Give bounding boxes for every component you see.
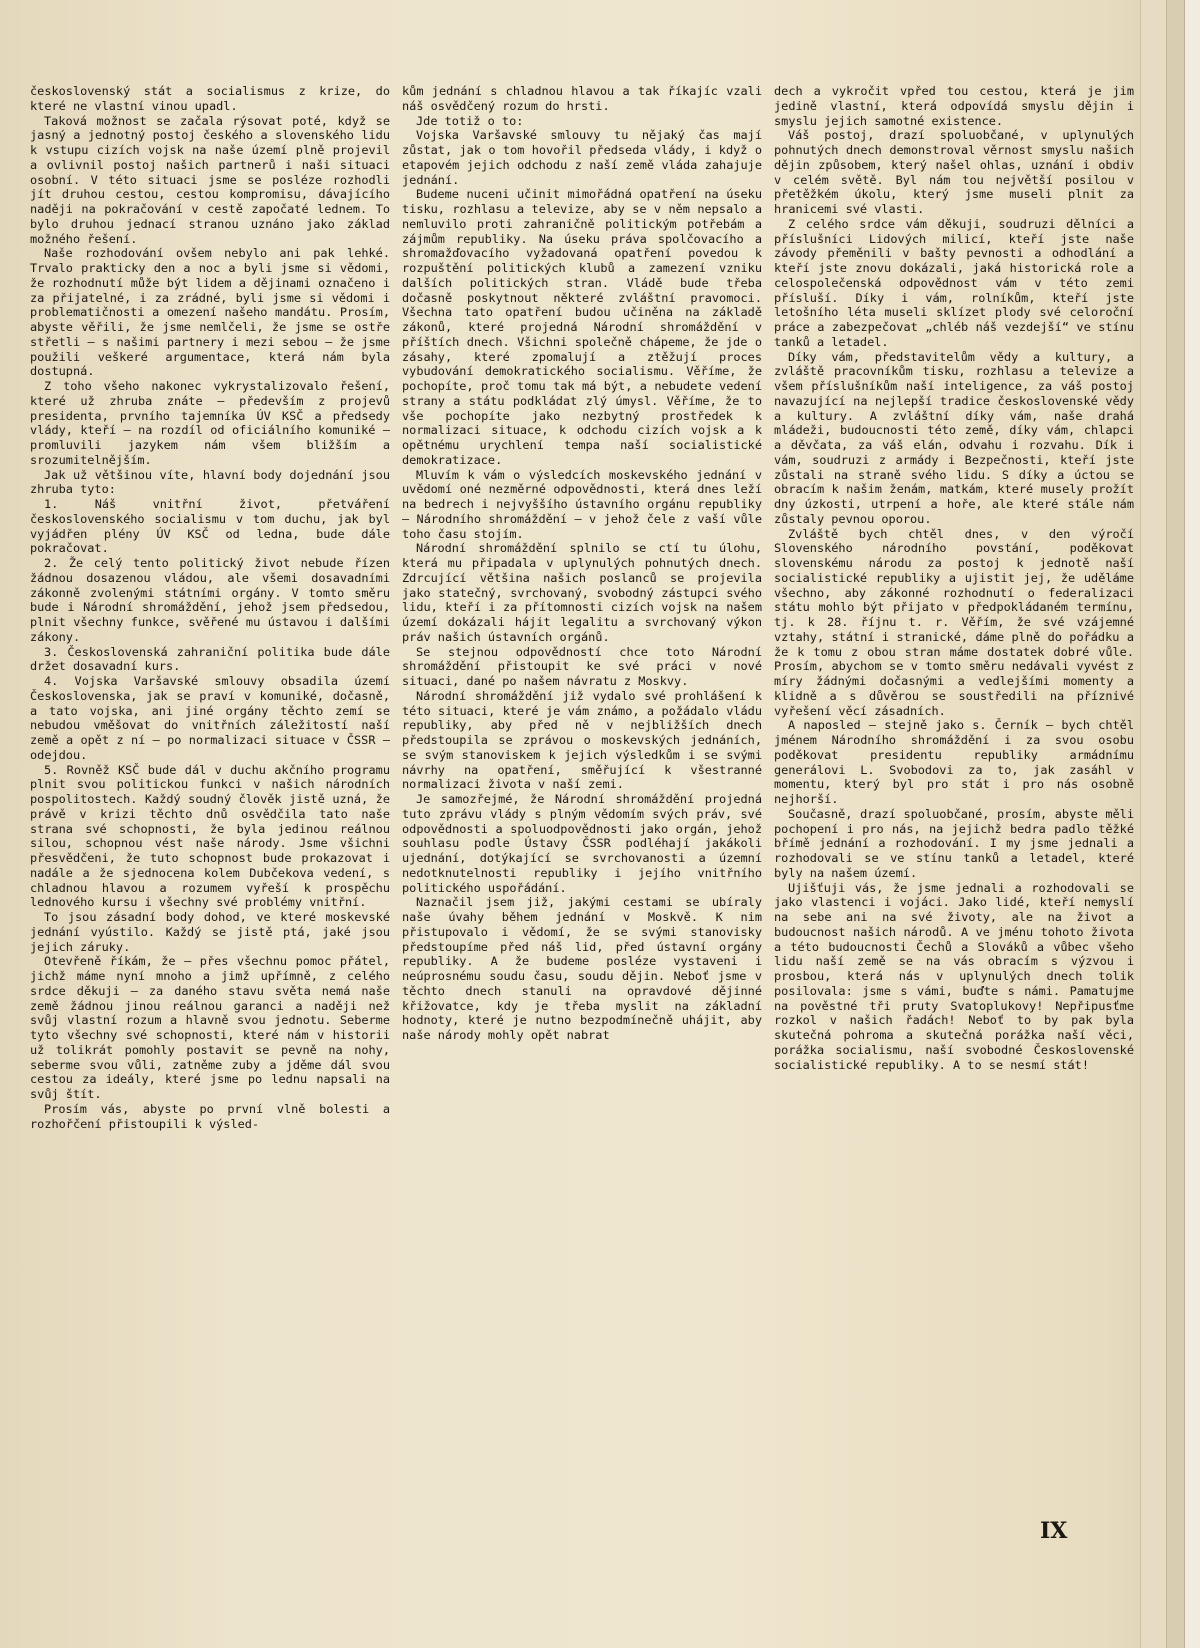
paragraph: A naposled — stejně jako s. Černík — bych chtěl jménem Národního shromáždění i za svou osobu poděkovat presidentu republiky armádnímu generálovi L. Svobodovi za to, jak zasáhl v momentu, který byl pro stát i pro nás osobně nejhorší.: [774, 718, 1134, 806]
paragraph: Jak už většinou víte, hlavní body dojednání jsou zhruba tyto:: [30, 467, 390, 497]
paragraph: Naše rozhodování ovšem nebylo ani pak lehké. Trvalo prakticky den a noc a byli jsme si vědomi, že rozhodnutí může být lidem a dějinami označeno i za přijatelné, i za zrádné, byli jsme si vědomi i problematičnosti a omezení našeho mandátu. Prosím, abyste věřili, že jsme nemlčeli, že jsme se ostře střetli — s našimi partnery i mezi sebou — že jsme použili veškeré argumentace, která nám byla dostupná.: [30, 246, 390, 379]
paragraph: Z celého srdce vám děkuji, soudruzi dělníci a příslušníci Lidových milicí, kteří jste naše závody přeměnili v bašty pevnosti a odhodlání a kteří jste znovu dokázali, jaká historická role a celospolečenská odpovědnost vám v této zemi přísluší. Díky i vám, rolníkům, kteří jste letošního léta museli sklízet plody své celoroční práce a zabezpečovat „chléb náš vezdejší“ ve stínu tanků a letadel.: [774, 216, 1134, 349]
paragraph: Národní shromáždění splnilo se ctí tu úlohu, která mu připadala v uplynulých pohnutých dnech. Zdrcující většina našich poslanců se projevila jako statečný, svrchovaný, svobodný zástupci svého lidu, kteří i za přítomnosti cizích vojsk na našem území dokázali hájit legalitu a svrchovaný výkon práv našich ústavních orgánů.: [402, 541, 762, 644]
column-1: [30, 84, 390, 1624]
paragraph: československý stát a socialismus z krize, do které ne vlastní vinou upadl.: [30, 84, 390, 113]
paragraph: Otevřeně říkám, že — přes všechnu pomoc přátel, jichž máme nyní mnoho a jimž upřímně, z celého srdce děkuji — za daného stavu světa nemá naše země žádnou jinou reálnou garanci a naději než svůj vlastní rozum a hlavně svou jednotu. Seberme tyto všechny své schopnosti, které nám v historii už tolikrát pomohly postavit se pevně na nohy, seberme svou vůli, zatněme zuby a jděme dál svou cestou za ideály, které jsme po lednu napsali na svůj štít.: [30, 954, 390, 1101]
paragraph: kům jednání s chladnou hlavou a tak říkajíc vzali náš osvědčený rozum do hrsti.: [402, 84, 762, 113]
paragraph: To jsou zásadní body dohod, ve které moskevské jednání vyústilo. Každý se jistě ptá, jaké jsou jejich záruky.: [30, 910, 390, 954]
paragraph: 1. Náš vnitřní život, přetváření československého socialismu v tom duchu, jak byl vyjádřen plény ÚV KSČ od ledna, bude dále pokračovat.: [30, 497, 390, 556]
paragraph: Vojska Varšavské smlouvy tu nějaký čas mají zůstat, jak o tom hovořil předseda vlády, i když o etapovém jejich odchodu z naší země vláda zahajuje jednání.: [402, 128, 762, 187]
paragraph: Prosím vás, abyste po první vlně bolesti a rozhořčení přistoupili k výsled-: [30, 1101, 390, 1131]
paragraph: Váš postoj, drazí spoluobčané, v uplynulých pohnutých dnech demonstroval věrnost smyslu našich dějin způsobem, který našel ohlas, uznání i obdiv v celém světě. Byl nám tou největší posilou v přetěžkém úkolu, který jsme museli plnit za hranicemi své vlasti.: [774, 128, 1134, 216]
paragraph: dech a vykročit vpřed tou cestou, která je jim jedině vlastní, která odpovídá smyslu dějin i smyslu jejich samotné existence.: [774, 84, 1134, 128]
paragraph: Naznačil jsem již, jakými cestami se ubíraly naše úvahy během jednání v Moskvě. K nim přistupovalo i vědomí, že se svými stanovisky předstoupíme před náš lid, před ústavní orgány republiky. A že budeme posléze vystaveni i neúprosnému soudu času, soudu dějin. Neboť jsme v těchto dnech stanuli na opravdové dějinné křižovatce, kdy je třeba myslit na základní hodnoty, které je nutno bezpodmínečně uhájit, aby naše národy mohly opět nabrat: [402, 895, 762, 1042]
paragraph: 5. Rovněž KSČ bude dál v duchu akčního programu plnit svou politickou funkci v našich národních pospolitostech. Každý soudný člověk jistě uzná, že právě v krizi těchto dnů osvědčila tato naše strana své schopnosti, že byla jedinou reálnou silou, schopnou vést naše národy. Jsme všichni přesvědčeni, že tuto schopnost bude prokazovat i nadále a že sjednocena kolem Dubčekova vedení, s chladnou hlavou a rozumem vyřeší k prospěchu lednového kursu i všechny své problémy vnitřní.: [30, 762, 390, 910]
paragraph: Jde totiž o to:: [416, 113, 524, 128]
paragraph: Ujišťuji vás, že jsme jednali a rozhodovali se jako vlastenci i vojáci. Jako lidé, kteří nemyslí na sebe ani na své životy, ale na život a budoucnost našich národů. A ve jménu tohoto života a této budoucnosti Čechů a Slováků a vůbec všeho lidu naší země se na vás obracím s výzvou i prosbou, která nás v uplynulých dnech tolik posilovala: jsme s vámi, buďte s námi. Pamatujme na pověstné tři pruty Svatoplukovy! Nepřipusťme rozkol v našich řadách! Neboť to by pak byla skutečná pohroma a skutečná porážka naší věci, porážka socialismu, naší svobodné Československé socialistické republiky. A to se nesmí stát!: [774, 880, 1134, 1072]
paragraph: 3. Československá zahraniční politika bude dále držet dosavadní kurs.: [30, 644, 390, 674]
paragraph: Díky vám, představitelům vědy a kultury, a zvláště pracovníkům tisku, rozhlasu a televize a všem příslušníkům naší inteligence, za váš postoj navazující na nejlepší tradice československé vědy a kultury. A zvláštní díky vám, naše drahá mládeži, budoucnosti této země, díky vám, chlapci a děvčata, za váš elán, odvahu i rozvahu. Dík i vám, soudruzi z armády i Bezpečnosti, kteří jste zůstali na straně svého lidu. S díky a úctou se obracím k našim ženám, matkám, které musely prožít dny úzkosti, utrpení a hoře, ale které stále nám zůstaly pevnou oporou.: [774, 349, 1134, 526]
paragraph: 2. Že celý tento politický život nebude řízen žádnou dosazenou vládou, ale všemi dosavadními zákonně zvolenými státními orgány. V tomto směru bude i Národní shromáždění, jehož jsem předsedou, plnit všechny funkce, svěřené mu ústavou i dalšími zákony.: [30, 556, 390, 644]
paragraph: Se stejnou odpovědností chce toto Národní shromáždění přistoupit ke své práci v nové situaci, dané po našem návratu z Moskvy.: [402, 644, 762, 688]
page-edge-2: [1166, 0, 1185, 1648]
paragraph: 4. Vojska Varšavské smlouvy obsadila území Československa, jak se praví v komuniké, dočasně, a tato vojska, ani jiné orgány těchto zemí se nebudou vměšovat do vnitřních záležitostí naší země a opět z ní — po normalizaci situace v ČSSR — odejdou.: [30, 674, 390, 762]
paragraph: Budeme nuceni učinit mimořádná opatření na úseku tisku, rozhlasu a televize, aby se v něm nepsalo a nemluvilo proti zahraničně politickým potřebám a zájmům republiky. Na úseku práva spolčovacího a shromažďovacího vyžadovaná opatření povedou k rozpuštění politických klubů a zamezení vzniku dalších politických stran. Vládě bude třeba dočasně poskytnout některé zvláštní pravomoci. Všechna tato opatření budou učiněna na základě zákonů, které projedná Národní shromáždění v příštích dnech. Všichni společně chápeme, že jde o zásahy, které zpomalují a ztěžují proces vybudování demokratického socialismu. Věříme, že pochopíte, proč tomu tak má být, a nebudete vedení strany a státu podkládat zlý úmysl. Věříme, že to vše pochopíte jako nezbytný prostředek k normalizaci situace, k odchodu cizích vojsk a k opětnému urychlení tempa naší socialistické demokratizace.: [402, 187, 762, 467]
page-edge-1: [1140, 0, 1167, 1648]
paragraph: Taková možnost se začala rýsovat poté, když se jasný a jednotný postoj českého a slovenského lidu k vstupu cizích vojsk na naše území plně projevil a ovlivnil postoj našich partnerů i naši situaci osobní. V této situaci jsme se posléze rozhodli jít druhou cestou, cestou kompromisu, dávajícího naději na pokračování v cestě započaté lednem. To bylo druhou jednací stranou uznáno jako základ možného řešení.: [30, 113, 390, 246]
column-2: [402, 84, 762, 1624]
paragraph: Z toho všeho nakonec vykrystalizovalo řešení, které už zhruba znáte — především z projevů presidenta, prvního tajemníka ÚV KSČ a předsedy vlády, kteří — na rozdíl od oficiálního komuniké — promluvili jazykem nám všem bližším a srozumitelnějším.: [30, 379, 390, 467]
paragraph: Zvláště bych chtěl dnes, v den výročí Slovenského národního povstání, poděkovat slovenskému národu za postoj k jednotě naší socialistické republiky a ujistit jej, že uděláme všechno, aby zákonné rozhodnutí o federalizaci státu mohlo být přijato v předpokládaném termínu, tj. k 28. říjnu t. r. Věřím, že své vzájemné vztahy, státní i stranické, dáme plně do pořádku a že k tomu z obou stran máme dostatek dobré vůle. Prosím, abychom se v tomto směru nedávali vyvést z míry žádnými dočasnými a vedlejšími momenty a klidně a s důvěrou se soustředili na příznivé vyřešení věcí zásadních.: [774, 526, 1134, 718]
paragraph: Současně, drazí spoluobčané, prosím, abyste měli pochopení i pro nás, na jejichž bedra padlo těžké břímě jednání a rozhodování. I my jsme jednali a rozhodovali se ve stínu tanků a letadel, které byly na našem území.: [774, 806, 1134, 880]
column-3: [774, 84, 1134, 1624]
paragraph: Národní shromáždění již vydalo své prohlášení k této situaci, které je vám známo, a požádalo vládu republiky, aby před ně v nejbližších dnech předstoupila se zprávou o moskevských jednáních, se svým stanoviskem k jejich výsledkům i se svými návrhy na opatření, směřující k všestranné normalizaci života v naší zemi.: [402, 688, 762, 792]
article-columns: [30, 84, 1135, 1624]
paragraph: Mluvím k vám o výsledcích moskevského jednání v uvědomí oné nezměrné odpovědnosti, která dnes leží na bedrech i nejvyššího ústavního orgánu republiky — Národního shromáždění — v jehož čele z vaší vůle toho času stojím.: [402, 467, 762, 541]
paragraph: Je samozřejmé, že Národní shromáždění projedná tuto zprávu vlády s plným vědomím svých práv, své odpovědnosti a spoluodpovědnosti jako orgán, jehož souhlasu podle Ústavy ČSSR podléhají jakákoli ujednání, dotýkající se svrchovanosti a územní nedotknutelnosti republiky i jejího vnitřního politického uspořádání.: [402, 792, 762, 895]
page-number: IX: [1040, 1518, 1068, 1544]
page-edge-3: [1184, 0, 1200, 1648]
